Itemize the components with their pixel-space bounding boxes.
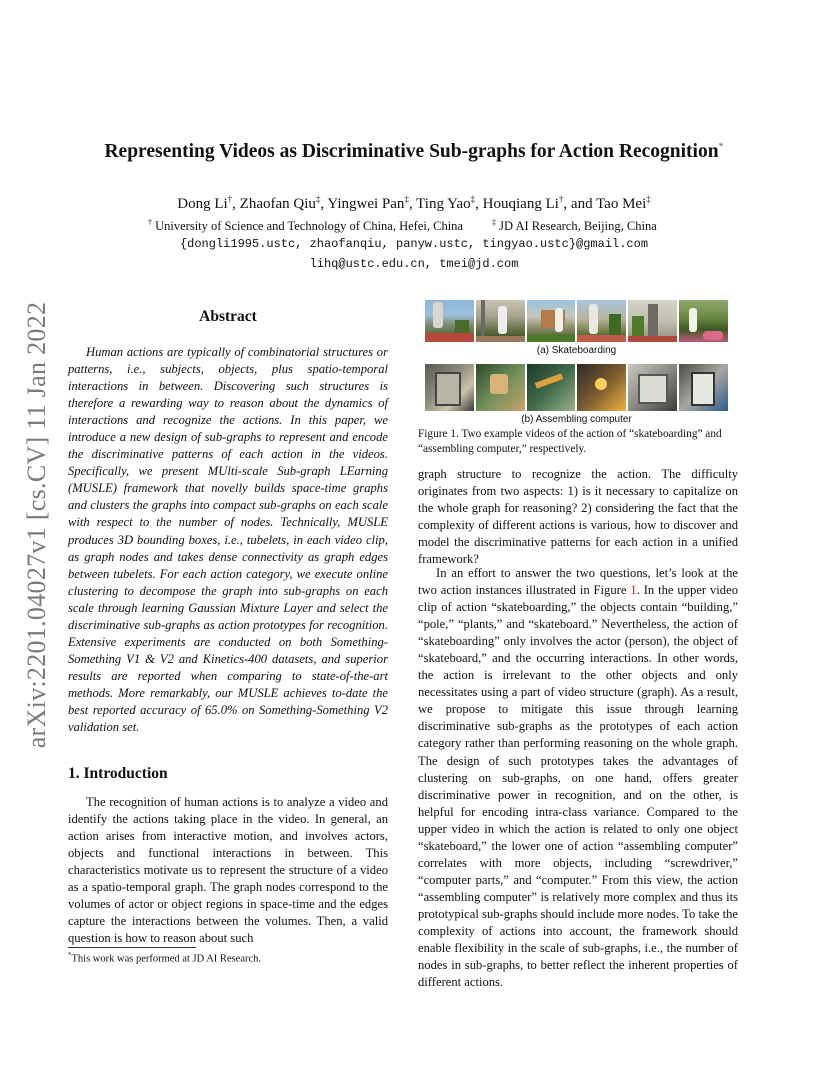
abstract-heading: Abstract	[199, 308, 257, 325]
assembling-computer-frames	[425, 364, 728, 411]
author: Zhaofan Qiu	[239, 196, 316, 212]
video-frame	[425, 300, 474, 342]
intro-paragraph: The recognition of human actions is to analyze a video and identify the actions taking place in the video. In general, an action arises from interactive motion, and involves actors, objects and functional interactions in between. This characteristics motivate us to represent the structure of a video as a spatio-temporal graph. The graph nodes correspond to the volumes of actor or object regions in space-time and the edges capture the interactions between the volumes. Then, a valid question is how to reason about such	[68, 795, 388, 946]
affiliation-ustc: † University of Science and Technology of China, Hefei, China	[148, 218, 463, 234]
author-list: Dong Li†, Zhaofan Qiu‡, Yingwei Pan‡, Ting Yao‡, Houqiang Li†, and Tao Mei‡	[177, 194, 651, 212]
author-emails: {dongli1995.ustc, zhaofanqiu, panyw.ustc, tingyao.ustc}@gmail.com	[179, 237, 649, 251]
subfigure-caption-a: (a) Skateboarding	[536, 345, 617, 356]
figure-reference-link[interactable]: 1	[630, 583, 637, 598]
section-heading-introduction: 1. Introduction	[68, 765, 168, 782]
footnote-divider	[68, 947, 196, 948]
footnote: *This work was performed at JD AI Research.	[68, 951, 262, 965]
affiliation-jd: ‡ JD AI Research, Beijing, China	[492, 218, 657, 234]
video-frame	[577, 364, 626, 411]
video-frame	[425, 364, 474, 411]
author: Houqiang Li	[482, 196, 559, 212]
video-frame	[527, 364, 576, 411]
figure-caption: Figure 1. Two example videos of the action of “skateboarding” and “assembling computer,” respectively.	[418, 428, 722, 455]
video-frame	[628, 364, 677, 411]
author: Tao Mei	[596, 196, 647, 212]
video-frame	[628, 300, 677, 342]
video-frame	[679, 300, 728, 342]
paper-title: Representing Videos as Discriminative Sub-graphs for Action Recognition*	[104, 141, 724, 162]
title-footnote-mark: *	[718, 141, 724, 153]
arxiv-watermark	[14, 290, 60, 760]
right-column-paragraph-1: graph structure to recognize the action. The difficulty originates from two aspects: 1) is it necessary to capitalize on the whole graph for reasoning? 2) considering the fact that the complexity of different actions is various, how to discover and model the discriminative patterns for each action in a unified framework?	[418, 467, 738, 567]
author: Yingwei Pan	[327, 196, 405, 212]
video-frame	[476, 364, 525, 411]
video-frame	[679, 364, 728, 411]
abstract-text: Human actions are typically of combinatorial structures or patterns, i.e., subjects, objects, plus spatio-temporal interactions in between. Discovering such structures is therefore a rewarding way to reason about the dynamics of interactions and recognize the actions. In this paper, we introduce a new design of sub-graphs to represent and encode the discriminative patterns of each action in the videos. Specifically, we present MUlti-scale Sub-graph LEarning (MUSLE) framework that novelly builds space-time graphs and clusters the graphs into compact sub-graphs on each scale with respect to the number of nodes. Technically, MUSLE produces 3D bounding boxes, i.e., tubelets, in each video clip, as graph nodes and takes dense connectivity as graph edges between tubelets. For each action category, we execute online clustering to decompose the graph into sub-graphs on each scale through learning Gaussian Mixture Layer and select the discriminative sub-graphs as action prototypes for recognition. Extensive experiments are conducted on both Something-Something V1 & V2 and Kinetics-400 datasets, and superior results are reported when comparing to state-of-the-art methods. More remarkably, our MUSLE achieves to-date the best reported accuracy of 65.0% on Something-Something V2 validation set.	[68, 345, 388, 735]
author: Dong Li	[177, 196, 228, 212]
arxiv-id: arXiv:2201.04027v1 [cs.CV] 11 Jan 2022	[22, 301, 51, 749]
author: Ting Yao	[416, 196, 471, 212]
subfigure-caption-b: (b) Assembling computer	[521, 414, 632, 425]
author-emails-2: lihq@ustc.edu.cn, tmei@jd.com	[309, 257, 519, 271]
skateboarding-frames	[425, 300, 728, 342]
video-frame	[476, 300, 525, 342]
video-frame	[577, 300, 626, 342]
video-frame	[527, 300, 576, 342]
right-column-paragraph-2: In an effort to answer the two questions, let’s look at the two action instances illustrated in Figure 1. In the upper video clip of action “skateboarding,” the objects contain “building,” “pole,” “plants,” and “skateboard.” Nevertheless, the action of “skateboarding” only involves the actor (person), the object of “skateboard,” and the occurring interactions. In other words, the action is irrelevant to the other objects and only necessitates using a part of video structure (graph). As a result, we propose to mitigate this issue through learning discriminative sub-graphs as the prototypes of each action category rather than performing reasoning on the whole graph. The design of such prototypes takes the advantages of clustering on sub-graphs, on one hand, offers greater discriminative power in recognition, and on the other, is helpful for encoding intra-class variance. Compared to the upper video in which the action is related to only one object “skateboard,” the lower one of action “assembling computer” correlates with more objects, including “screwdriver,” “computer parts,” and “computer.” From this view, the action “assembling computer” is relatively more complex and thus its prototypical sub-graphs should include more nodes. To take the complexity of actions into account, the framework should enable flexibility in the scale of sub-graphs, i.e., the number of nodes in sub-graphs, to better reflect the inherent properties of different actions.	[418, 566, 738, 990]
